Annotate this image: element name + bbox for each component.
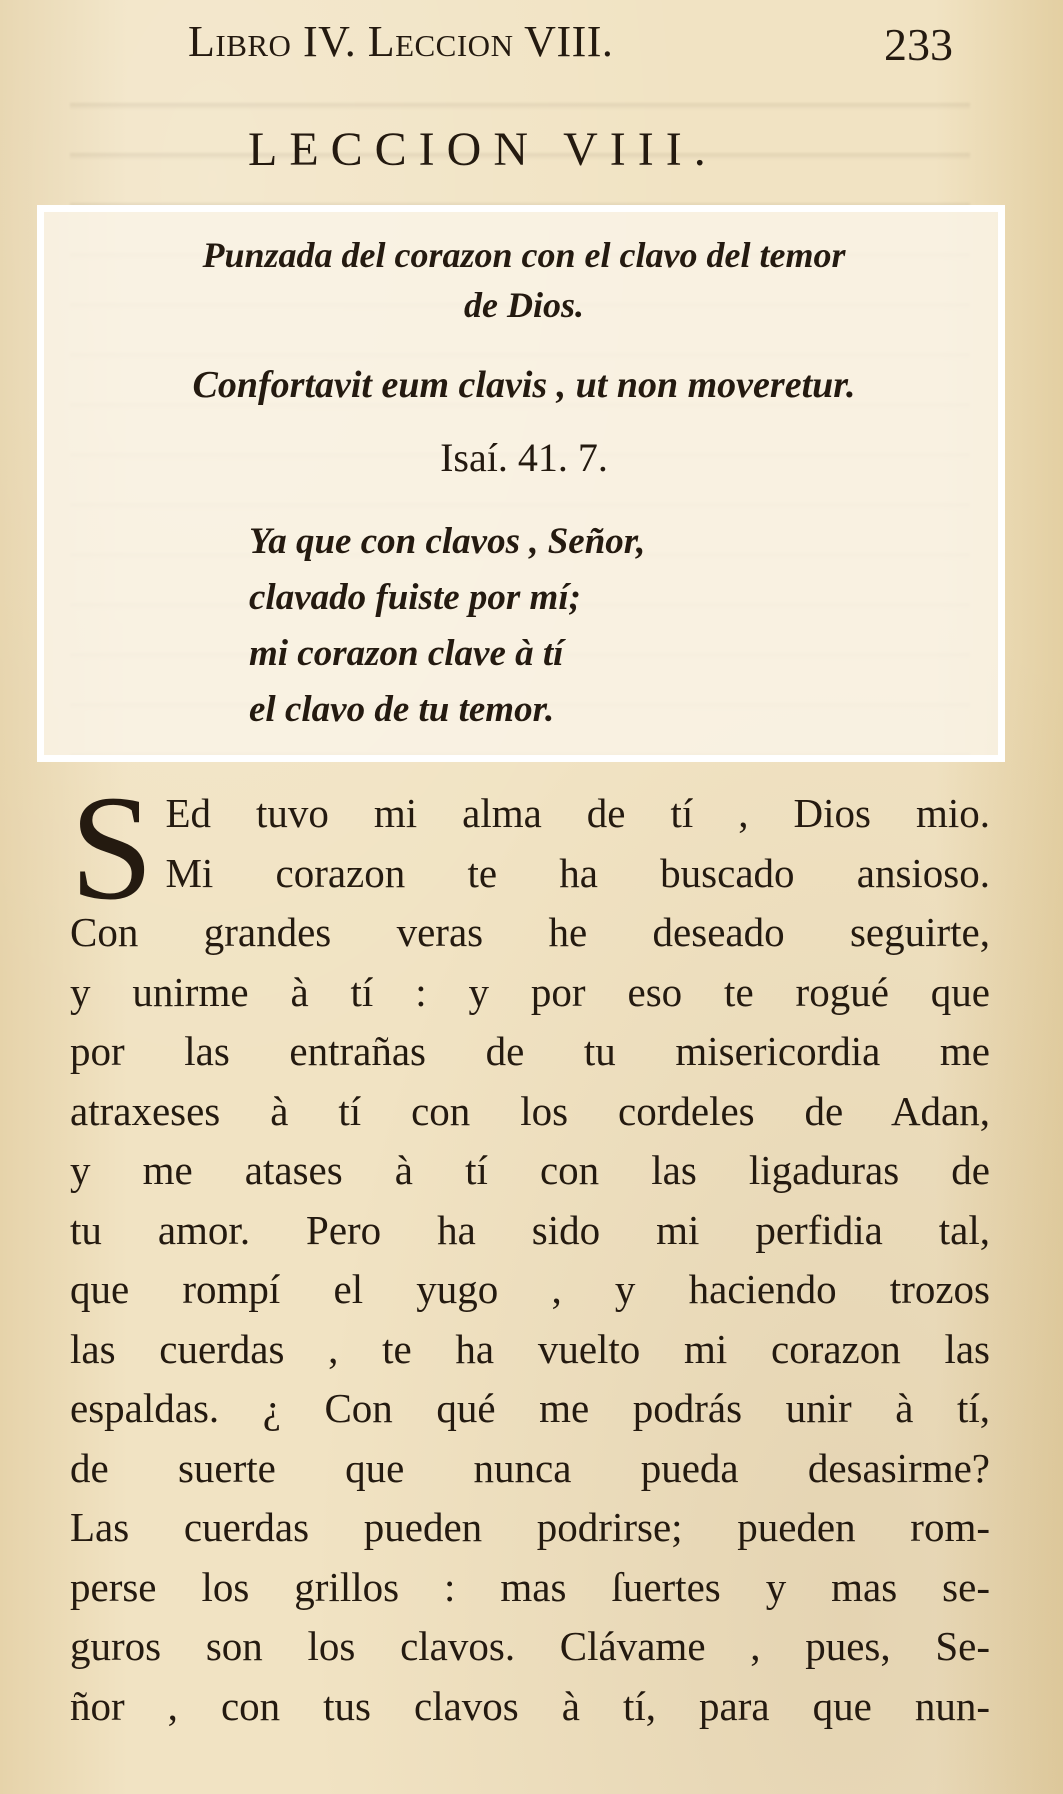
page-number: 233 [884,19,953,70]
body-line: y unirme à tí : y por eso te rogué que [70,968,990,1015]
highlighted-region [37,205,1005,762]
subtitle-line: Punzada del corazon con el clavo del temor [202,235,846,275]
body-line: guros son los clavos. Clávame , pues, Se- [70,1623,990,1669]
page-header [0,16,1063,76]
verse-line: el clavo de tu temor. [249,689,555,730]
verse-stanza [249,514,645,738]
body-line: perse los grillos : mas ſuertes y mas se- [70,1563,990,1610]
body-line: que rompí el yugo , y haciendo trozos [70,1266,990,1312]
body-line: espaldas. ¿ Con qué me podrás unir à tí, [70,1385,990,1431]
body-line: las cuerdas , te ha vuelto mi corazon las [70,1325,990,1372]
drop-cap: S [70,765,154,931]
verse-line: Ya que con clavos , Señor, [249,521,646,562]
verse-line: clavado fuiste por mí; [249,577,581,618]
body-line: Las cuerdas pueden podrirse; pueden rom- [70,1504,990,1550]
body-line: de suerte que nunca pueda desasirme? [70,1444,990,1491]
lesson-subtitle [74,230,974,330]
body-line: Ed tuvo mi alma de tí , Dios mio. [165,790,990,836]
body-line: y me atases à tí con las ligaduras de [70,1147,990,1193]
body-line: tu amor. Pero ha sido mi perfidia tal, [70,1206,990,1253]
body-line: por las entrañas de tu misericordia me [70,1028,990,1074]
body-line: atraxeses à tí con los cordeles de Adan, [70,1087,990,1134]
body-line: Mi corazon te ha buscado ansioso. [165,849,990,896]
scripture-citation: Isaí. 41. 7. [440,435,608,480]
running-head: Libro IV. Leccion VIII. [188,17,614,66]
body-paragraph [70,765,990,1736]
body-line: Con grandes veras he deseado seguirte, [70,909,990,955]
lesson-title: LECCION VIII. [248,123,718,176]
body-line: ñor , con tus clavos à tí, para que nun- [70,1682,990,1729]
latin-epigraph: Confortavit eum clavis , ut non moveretur. [192,364,856,406]
verse-line: mi corazon clave à tí [249,633,564,674]
subtitle-line: de Dios. [464,285,584,325]
